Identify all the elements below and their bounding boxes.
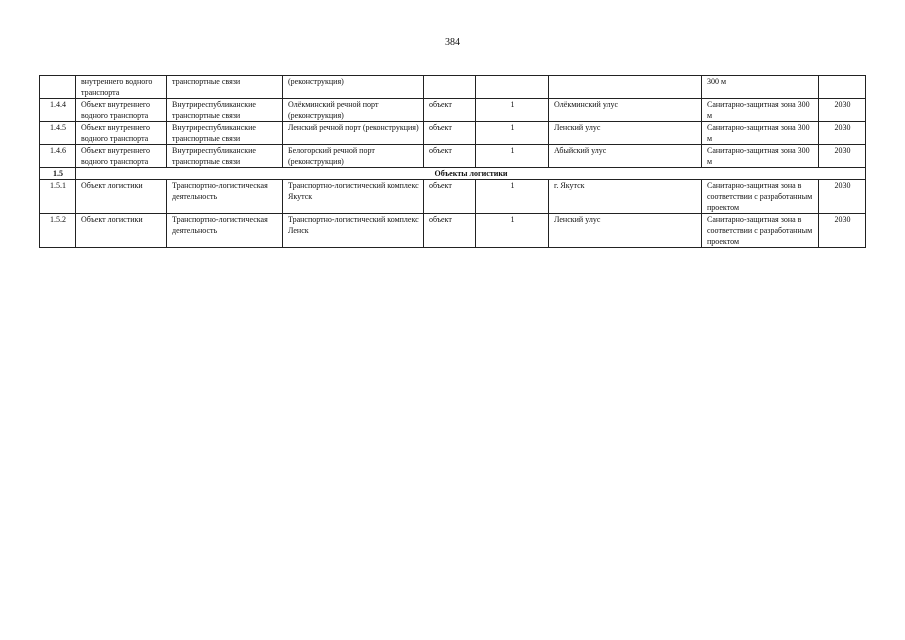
quantity: 1 xyxy=(476,214,549,248)
unit: объект xyxy=(424,145,476,168)
unit: объект xyxy=(424,122,476,145)
year: 2030 xyxy=(819,180,866,214)
protection-zone: Санитарно-защитная зона 300 м xyxy=(702,145,819,168)
quantity: 1 xyxy=(476,145,549,168)
page-number: 384 xyxy=(445,37,460,48)
row-number: 1.5.1 xyxy=(40,180,76,214)
year: 2030 xyxy=(819,145,866,168)
object-name: внутреннего водного транспорта xyxy=(76,76,167,99)
object-purpose: Транспортно-логистическая деятельность xyxy=(167,214,283,248)
location: Абыйский улус xyxy=(549,145,702,168)
table-row xyxy=(40,214,866,248)
table-row xyxy=(40,180,866,214)
protection-zone: Санитарно-защитная зона 300 м xyxy=(702,99,819,122)
unit: объект xyxy=(424,99,476,122)
row-number xyxy=(40,76,76,99)
planning-table xyxy=(39,75,866,248)
object-purpose: Внутриреспубликанские транспортные связи xyxy=(167,145,283,168)
section-row xyxy=(40,168,866,180)
table-row xyxy=(40,76,866,99)
table-row xyxy=(40,145,866,168)
object-purpose: Внутриреспубликанские транспортные связи xyxy=(167,122,283,145)
object-title: Ленский речной порт (реконструкция) xyxy=(283,122,424,145)
location: Олёкминский улус xyxy=(549,99,702,122)
year: 2030 xyxy=(819,214,866,248)
row-number: 1.5.2 xyxy=(40,214,76,248)
year: 2030 xyxy=(819,122,866,145)
object-name: Объект логистики xyxy=(76,214,167,248)
section-title: Объекты логистики xyxy=(76,168,866,180)
row-number: 1.4.5 xyxy=(40,122,76,145)
object-name: Объект внутреннего водного транспорта xyxy=(76,99,167,122)
object-name: Объект внутреннего водного транспорта xyxy=(76,122,167,145)
quantity: 1 xyxy=(476,122,549,145)
location: Ленский улус xyxy=(549,214,702,248)
unit: объект xyxy=(424,214,476,248)
row-number: 1.4.4 xyxy=(40,99,76,122)
table-row xyxy=(40,99,866,122)
object-purpose: Транспортно-логистическая деятельность xyxy=(167,180,283,214)
location xyxy=(549,76,702,99)
quantity: 1 xyxy=(476,180,549,214)
object-title: Белогорский речной порт (реконструкция) xyxy=(283,145,424,168)
protection-zone: Санитарно-защитная зона 300 м xyxy=(702,122,819,145)
object-title: (реконструкция) xyxy=(283,76,424,99)
object-title: Транспортно-логистический комплекс Ленск xyxy=(283,214,424,248)
object-title: Олёкминский речной порт (реконструкция) xyxy=(283,99,424,122)
object-title: Транспортно-логистический комплекс Якутск xyxy=(283,180,424,214)
year xyxy=(819,76,866,99)
table-row xyxy=(40,122,866,145)
row-number: 1.4.6 xyxy=(40,145,76,168)
location: Ленский улус xyxy=(549,122,702,145)
object-purpose: Внутриреспубликанские транспортные связи xyxy=(167,99,283,122)
protection-zone: Санитарно-защитная зона в соответствии с разработанным проектом xyxy=(702,180,819,214)
quantity xyxy=(476,76,549,99)
unit xyxy=(424,76,476,99)
quantity: 1 xyxy=(476,99,549,122)
object-name: Объект логистики xyxy=(76,180,167,214)
location: г. Якутск xyxy=(549,180,702,214)
object-name: Объект внутреннего водного транспорта xyxy=(76,145,167,168)
unit: объект xyxy=(424,180,476,214)
section-number: 1.5 xyxy=(40,168,76,180)
protection-zone: 300 м xyxy=(702,76,819,99)
year: 2030 xyxy=(819,99,866,122)
protection-zone: Санитарно-защитная зона в соответствии с разработанным проектом xyxy=(702,214,819,248)
object-purpose: транспортные связи xyxy=(167,76,283,99)
